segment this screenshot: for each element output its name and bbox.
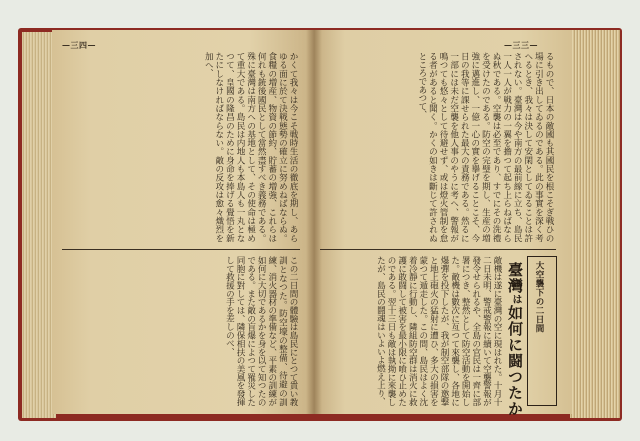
right-page-upper-text: るもので、日本の敵國も其國民を根こそぎ戦ひの場に引き出してゐるのである。此の事實を深く考へるとき、我々は決して安閑としてゐることは許されない。臺灣は今や南方の最前線に立ち、島民一人一人が戦力の一翼を擔つて起ち上らねばならぬ秋である。空襲は必至であり、すでにその洗禮を受けたのである。防空の完璧を期し、生産の増強に邁進し、一億一心の實を擧げることこそ、今日の我等に課せられた最大の責務である。然るに一部には未だ空襲を他人事のやうに考へ、警報が鳴つても悠々として待避せず、或は燈火管制を怠る者があると聞く。かくの如きは斷じて許されぬところであつて、	[416, 52, 554, 242]
article-title-main: 臺灣	[506, 262, 524, 294]
left-divider	[62, 249, 300, 250]
left-page-upper-text: かくて我々は今こそ戦時生活の徹底を期し、あらゆる面に於て決戦態勢の確立に努めねばならぬ。食糧の増産、物資の節約、貯蓄の増強、これらは何れも銃後國民として當然盡すべき義務である。殊に臺灣は南方への基地として、その使命は極めて重大である。島民は内地人も本島人も一丸となつて、皇國の隆昌のために身命を捧げる覺悟を新たにしなければならない。敵の反攻は愈々熾烈を加へ、	[203, 52, 298, 242]
right-divider	[320, 249, 556, 250]
article-title	[507, 262, 523, 417]
article-title-rest: 如何に闘つたか	[506, 305, 524, 417]
article-kicker: 大空襲下の二日間	[534, 261, 544, 333]
left-page-number: —三四—	[62, 40, 96, 50]
left-page-lower-text: この二日間の體驗は島民にとつて貴い教訓となつた。防空壕の整備、待避の訓練、消火器材の準備など、平素の訓練が如何に大切であるかを身を以て知つたのである。また敵の盲爆によつて罹災した同胞に對しては、隣保相扶の美風を發揮して救援の手を差しのべ、	[224, 256, 298, 406]
article-title-particle: は	[510, 294, 521, 305]
book-gutter	[306, 30, 322, 414]
right-page-stack	[570, 30, 620, 418]
right-page-lower-text: 敵機は遂に臺灣の空に現はれた。十月十二日未明、警戒警報に續いて空襲警報が發令せられるや、全島の官民は一齊に部署につき、整然として防空活動を開始した。敵機は數次に亙つて來襲し、各地に爆彈を投下したが、我が制空部隊の邀撃と地上砲火の猛射に遭ひ、多大の損害を蒙つて遁走した。この間、島民はよく沈着冷靜に行動し、隣組防空群は消火に救護に敢闘して被害を最小限に喰ひ止めたのである。翌十三日も敵は執拗に來襲したが、島民の鬪魂はいよいよ燃え上り、	[375, 256, 502, 406]
right-page-number: —三三—	[504, 40, 538, 50]
left-page-stack	[22, 32, 56, 418]
